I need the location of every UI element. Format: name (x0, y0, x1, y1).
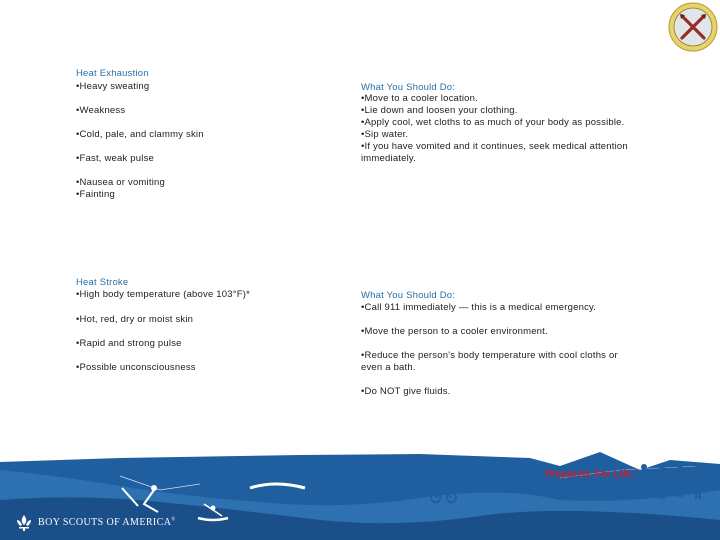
exhaustion-action: •Apply cool, wet cloths to as much of your body as possible. (361, 117, 625, 128)
exhaustion-action: •Move to a cooler location. (361, 93, 478, 104)
stroke-action: •Do NOT give fluids. (361, 386, 451, 397)
climber-icon (118, 482, 174, 516)
stroke-action-heading: What You Should Do: (361, 290, 456, 301)
exhaustion-action: •Lie down and loosen your clothing. (361, 105, 518, 116)
exhaustion-symptom: •Fast, weak pulse (76, 153, 155, 164)
hikers-icon (633, 462, 712, 500)
exhaustion-symptom: •Weakness (76, 105, 126, 116)
heat-stroke-title: Heat Stroke (76, 277, 129, 288)
stroke-action: •Reduce the person's body temperature with cool cloths or even a bath. (361, 350, 618, 373)
stroke-symptom: •Rapid and strong pulse (76, 338, 182, 349)
tagline-text: Prepared. For Life. (545, 468, 634, 480)
stroke-action: •Call 911 immediately — this is a medical emergency. (361, 302, 597, 313)
kayaker-icon (196, 502, 230, 522)
exhaustion-action: •Sip water. (361, 129, 409, 140)
merit-badge-icon (668, 2, 718, 52)
org-logo-text (38, 517, 176, 528)
exhaustion-symptom: •Nausea or vomiting (76, 177, 165, 188)
org-registered-mark: ® (171, 517, 176, 523)
exhaustion-action-heading: What You Should Do: (361, 82, 456, 93)
fleur-de-lis-icon (14, 514, 34, 532)
stroke-symptom: •Hot, red, dry or moist skin (76, 314, 194, 325)
exhaustion-action: •If you have vomited and it continues, seek medical attention immediately. (361, 141, 628, 164)
footer-tagline (545, 468, 639, 480)
stroke-symptom: •Possible unconsciousness (76, 362, 196, 373)
cyclist-icon (390, 462, 420, 488)
exhaustion-symptom: •Cold, pale, and clammy skin (76, 129, 204, 140)
org-name: BOY SCOUTS OF AMERICA (38, 517, 172, 528)
stroke-action: •Move the person to a cooler environment. (361, 326, 548, 337)
heat-exhaustion-title: Heat Exhaustion (76, 68, 149, 79)
tagline-trademark: ™ (633, 468, 639, 475)
cyclist-icon (430, 480, 458, 504)
exhaustion-symptom: •Heavy sweating (76, 81, 150, 92)
exhaustion-symptom: •Fainting (76, 189, 115, 200)
stroke-symptom: •High body temperature (above 103°F)* (76, 289, 251, 300)
